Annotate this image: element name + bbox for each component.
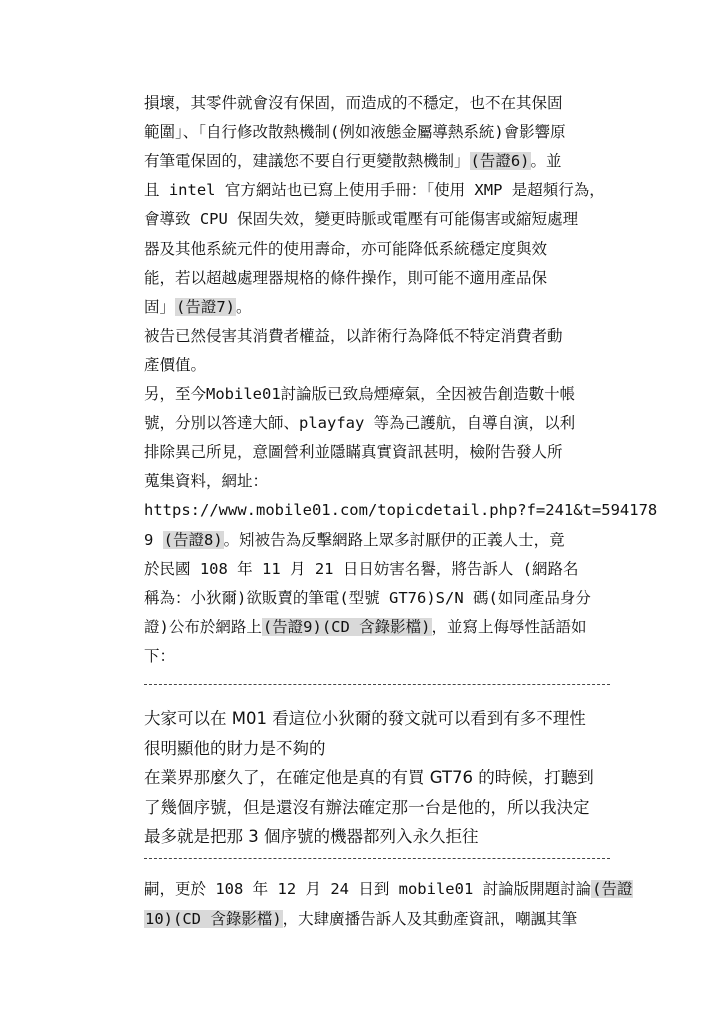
text-line	[144, 558, 578, 580]
text-line	[144, 238, 547, 260]
text-line	[144, 645, 175, 667]
text-segment: 損壞，其零件就會沒有保固，而造成的不穩定，也不在其保固	[144, 94, 563, 112]
text-line	[144, 121, 566, 143]
text-line	[144, 878, 633, 900]
text-segment: 器及其他系統元件的使用壽命，亦可能降低系統穩定度與效	[144, 239, 548, 258]
text-line	[144, 529, 565, 551]
text-line	[144, 616, 587, 638]
text-segment: 被告已然侵害其消費者權益，以詐術行為降低不特定消費者動	[144, 326, 563, 345]
text-segment: 。	[236, 297, 252, 316]
text-line	[144, 267, 547, 289]
text-line	[144, 412, 575, 434]
text-segment: 。矧被告為反擊網路上眾多討厭伊的正義人士，竟	[223, 530, 565, 549]
evidence-ref: (告證7)	[176, 297, 236, 316]
text-line	[144, 441, 563, 463]
text-segment: 9	[144, 530, 163, 549]
text-segment: 會導致 CPU 保固失效，變更時脈或電壓有可能傷害或縮短處理	[144, 210, 579, 229]
evidence-ref: (告證6)	[470, 152, 530, 171]
text-segment: 有筆電保固的，建議您不要自行更變散熱機制」	[144, 152, 470, 171]
text-segment: https://www.mobile01.com/topicdetail.php?f=241&t=594178	[144, 501, 658, 520]
text-segment: ，並寫上侮辱性話語如	[431, 617, 587, 636]
text-segment: 於民國 108 年 11 月 21 日日妨害名譽，將告訴人 (網路名	[144, 559, 579, 578]
text-line: 很明顯他的財力是不夠的	[144, 738, 326, 758]
text-segment: 嗣，更於 108 年 12 月 24 日到 mobile01 討論版開題討論	[144, 880, 592, 898]
text-line: 大家可以在 M01 看這位小狄爾的發文就可以看到有多不理性	[144, 709, 586, 728]
text-line	[144, 92, 563, 114]
text-line	[144, 383, 575, 405]
evidence-ref: 10)(CD 含錄影檔)	[145, 910, 282, 928]
text-line	[144, 908, 577, 930]
text-line	[144, 499, 657, 521]
text-line	[144, 150, 562, 172]
evidence-ref: (告證	[592, 880, 633, 898]
text-line	[144, 179, 605, 201]
evidence-ref: (告證9)(CD 含錄影檔)	[262, 617, 431, 636]
text-segment: 另，至今Mobile01討論版已致烏煙瘴氣，全因被告創造數十帳	[144, 385, 576, 403]
text-segment: 固」	[144, 297, 176, 316]
text-line	[144, 587, 591, 609]
text-segment: 排除異己所見，意圖營利並隱瞞真實資訊甚明，檢附告發人所	[144, 443, 563, 462]
text-line	[144, 208, 578, 230]
text-segment: 證)公布於網路上	[144, 617, 262, 636]
text-segment: 產價值。	[144, 355, 207, 374]
evidence-ref: (告證8)	[163, 530, 223, 549]
text-segment: ，大肆廣播告訴人及其動產資訊，嘲諷其筆	[282, 910, 578, 928]
text-line	[144, 354, 206, 376]
text-line	[144, 296, 252, 318]
text-line: 在業界那麼久了，在確定他是真的有買 GT76 的時候，打聽到	[144, 768, 594, 787]
text-line	[144, 325, 563, 347]
text-line: 了幾個序號，但是還沒有辦法確定那一台是他的，所以我決定	[144, 797, 590, 817]
text-segment: 稱為：小狄爾)欲販賣的筆電(型號 GT76)S/N 碼(如同產品身分	[144, 588, 591, 607]
text-segment: 下：	[144, 646, 176, 665]
text-segment: 且 intel 官方網站也已寫上使用手冊：「使用 XMP 是超頻行為，	[144, 181, 605, 200]
text-segment: 。並	[530, 152, 562, 171]
divider-bottom	[144, 858, 610, 859]
text-segment: 能，若以超越處理器規格的條件操作，則可能不適用產品保	[144, 268, 548, 287]
text-line: 最多就是把那 3 個序號的機器都列入永久拒往	[144, 827, 479, 846]
divider-top	[144, 684, 610, 685]
text-line	[144, 470, 268, 492]
text-segment: 範圍」、「自行修改散熱機制(例如液態金屬導熱系統)會影響原	[144, 123, 566, 142]
text-segment: 號，分別以答達大師、playfay 等為己護航，自導自演，以利	[144, 414, 576, 433]
text-segment: 蒐集資料，網址：	[144, 472, 269, 491]
